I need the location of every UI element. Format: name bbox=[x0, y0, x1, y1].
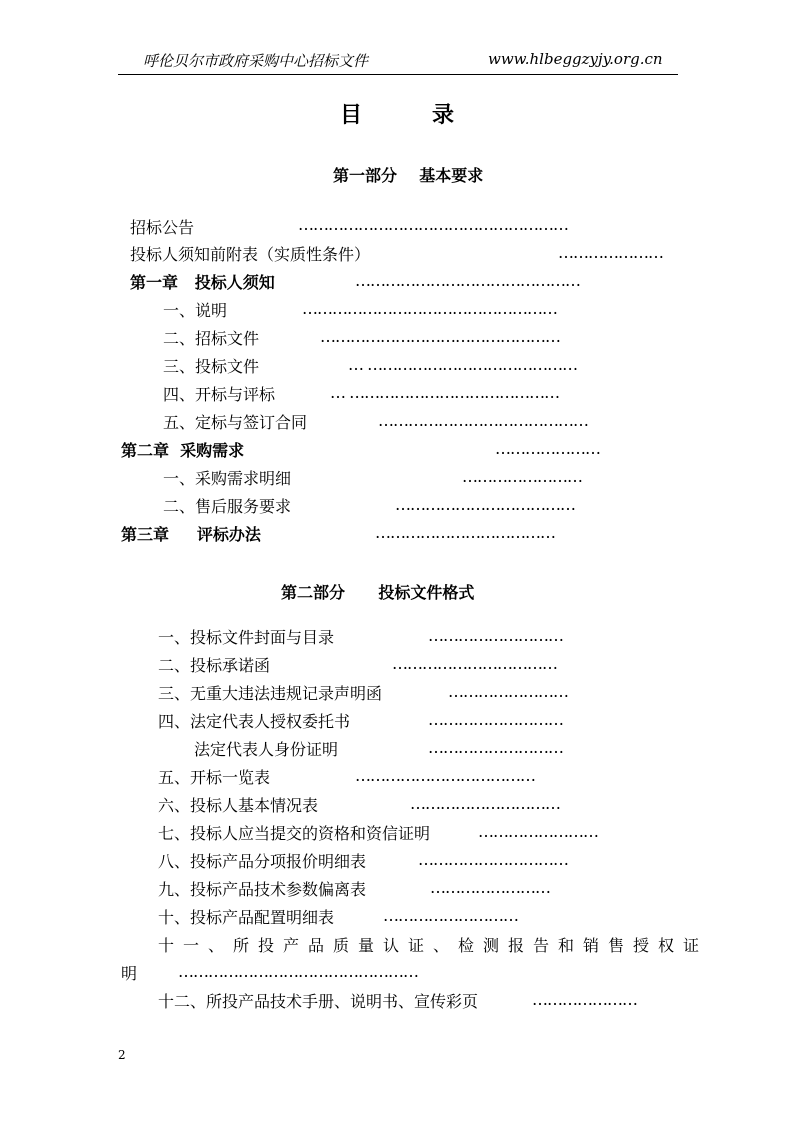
toc-entry[interactable]: 四、开标与评标 bbox=[163, 385, 276, 404]
toc-entry[interactable]: 招标公告 bbox=[130, 218, 195, 237]
toc-leader: ………………………………………… bbox=[178, 962, 418, 981]
title-char-1: 目 bbox=[340, 102, 363, 128]
toc-leader: ……………………………………………… bbox=[298, 215, 568, 234]
page-title bbox=[340, 98, 454, 129]
toc-leader: …………………………… bbox=[392, 654, 557, 673]
toc-entry[interactable]: 八、投标产品分项报价明细表 bbox=[158, 852, 367, 871]
toc-leader: ……………………… bbox=[428, 738, 563, 757]
part2-title: 第二部分 投标文件格式 bbox=[281, 583, 475, 602]
header-rule bbox=[118, 74, 678, 75]
toc-entry[interactable]: 投标人须知前附表（实质性条件） bbox=[130, 245, 371, 264]
toc-entry[interactable]: 一、投标文件封面与目录 bbox=[158, 628, 335, 647]
title-char-2: 录 bbox=[432, 102, 455, 128]
toc-leader: …………………… bbox=[478, 822, 598, 841]
toc-leader: ………………………… bbox=[410, 794, 560, 813]
toc-entry[interactable]: 一、说明 bbox=[163, 301, 228, 320]
header-title: 呼伦贝尔市政府采购中心招标文件 bbox=[143, 52, 369, 70]
toc-entry[interactable]: 十一、所投产品质量认证、检测报告和销售授权证 bbox=[158, 936, 709, 955]
toc-leader: ……………………………… bbox=[375, 523, 555, 542]
toc-entry[interactable]: 二、招标文件 bbox=[163, 329, 260, 348]
toc-entry[interactable]: 七、投标人应当提交的资格和资信证明 bbox=[158, 824, 431, 843]
toc-entry-continued: 明 bbox=[121, 964, 138, 983]
toc-leader: ………………… bbox=[532, 990, 637, 1009]
toc-entry[interactable]: 三、无重大违法违规记录声明函 bbox=[158, 684, 383, 703]
toc-leader: ……………………… bbox=[383, 906, 518, 925]
toc-leader: ……………………… bbox=[428, 710, 563, 729]
toc-entry[interactable]: 三、投标文件 bbox=[163, 357, 260, 376]
toc-leader: …………………… bbox=[448, 682, 568, 701]
toc-entry[interactable]: 五、定标与签订合同 bbox=[163, 413, 308, 432]
toc-leader: … …………………………………… bbox=[348, 355, 578, 374]
toc-entry[interactable]: 十二、所投产品技术手册、说明书、宣传彩页 bbox=[158, 992, 479, 1011]
toc-entry[interactable]: 九、投标产品技术参数偏离表 bbox=[158, 880, 367, 899]
toc-leader: …………………… bbox=[462, 467, 582, 486]
toc-entry[interactable]: 二、投标承诺函 bbox=[158, 656, 271, 675]
toc-leader: ……………………………… bbox=[355, 766, 535, 785]
toc-entry[interactable]: 五、开标一览表 bbox=[158, 768, 271, 787]
toc-leader: ………………………… bbox=[418, 850, 568, 869]
toc-entry[interactable]: 十、投标产品配置明细表 bbox=[158, 908, 335, 927]
toc-leader: …………………… bbox=[430, 878, 550, 897]
toc-leader: … …………………………………… bbox=[330, 383, 560, 402]
toc-leader: ………………………………………… bbox=[320, 327, 560, 346]
toc-leader: …………………………………………… bbox=[302, 299, 557, 318]
toc-chapter[interactable]: 第一章 投标人须知 bbox=[130, 273, 275, 292]
header-url: www.hlbeggzyjy.org.cn bbox=[488, 50, 663, 68]
toc-entry[interactable]: 一、采购需求明细 bbox=[163, 469, 292, 488]
toc-leader: ……………………… bbox=[428, 626, 563, 645]
toc-chapter[interactable]: 第二章 采购需求 bbox=[121, 441, 245, 460]
toc-chapter[interactable]: 第三章 评标办法 bbox=[121, 525, 261, 544]
toc-leader: ……………………………………… bbox=[355, 271, 580, 290]
toc-entry[interactable]: 四、法定代表人授权委托书 bbox=[158, 712, 351, 731]
part1-title: 第一部分 基本要求 bbox=[333, 166, 484, 185]
toc-leader: ………………… bbox=[558, 243, 663, 262]
toc-entry[interactable]: 二、售后服务要求 bbox=[163, 497, 292, 516]
toc-entry[interactable]: 法定代表人身份证明 bbox=[194, 740, 339, 759]
page-number: 2 bbox=[118, 1048, 126, 1062]
toc-leader: ………………… bbox=[495, 439, 600, 458]
toc-entry[interactable]: 六、投标人基本情况表 bbox=[158, 796, 319, 815]
toc-leader: ……………………………… bbox=[395, 495, 575, 514]
toc-leader: …………………………………… bbox=[378, 411, 588, 430]
